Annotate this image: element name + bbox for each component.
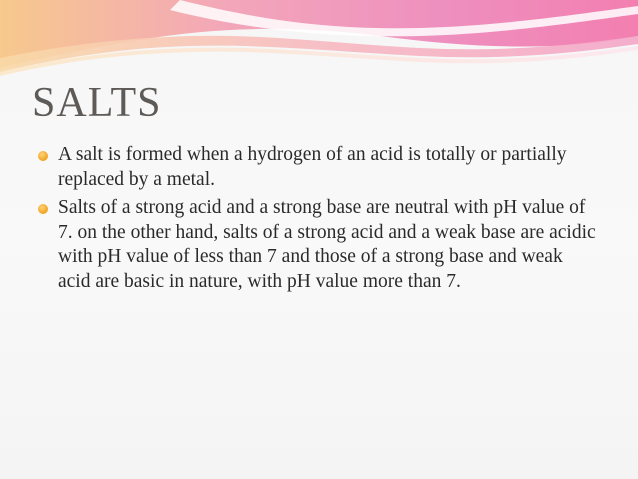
bullet-text: Salts of a strong acid and a strong base are neutral with pH value of 7. on the other hand, salts of a strong acid and a weak base are acidic with pH value of less than 7 and those of a strong base and weak acid are basic in nature, with pH value more than 7. [58,197,596,292]
bullet-item [38,196,598,294]
bullet-dot-icon [38,151,48,161]
bullet-list [38,143,598,298]
bullet-dot-icon [38,204,48,214]
bullet-item [38,143,598,192]
slide-title: SALTS [32,80,162,126]
decorative-wave-banner [0,0,638,80]
bullet-text: A salt is formed when a hydrogen of an acid is totally or partially replaced by a metal. [58,144,567,190]
